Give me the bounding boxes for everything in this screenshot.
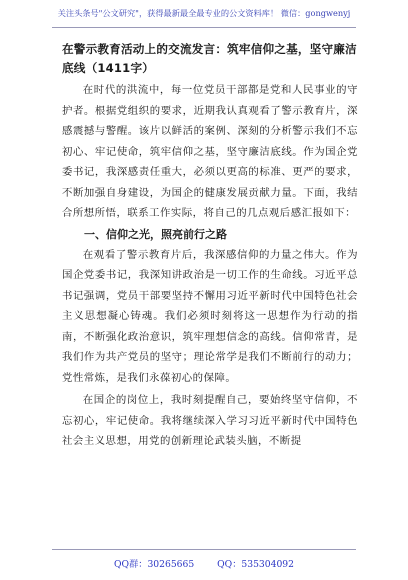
intro-paragraph: 在时代的洪流中，每一位党员干部都是党和人民事业的守护者。根据党组织的要求，近期我认真观看了警示教育片，深感震撼与警醒。该片以鲜活的案例、深刻的分析警示我们不忘初心、牢记使命，筑牢信仰之基，坚守廉洁底线。作为国企党委书记，我深感责任重大，必须以更高的标准、更严的要求，不断加强自身建设，为国企的健康发展贡献力量。下面，我结合所想所悟，联系工作实际，将自己的几点观后感汇报如下：	[62, 84, 358, 219]
document-body	[62, 40, 358, 452]
section-heading: 一、信仰之光，照亮前行之路	[84, 227, 227, 241]
page-footer	[0, 556, 408, 570]
header-divider	[52, 27, 356, 28]
qq-group-number: QQ群：30265665	[114, 559, 195, 570]
page-header-text: 关注头条号"公文研究"，获得最新最全最专业的公文资料库！ 微信：gongwenyj	[57, 8, 351, 18]
body-paragraph: 在国企的岗位上，我时刻提醒自己，要始终坚守信仰，不忘初心，牢记使命。我将继续深入学习习近平新时代中国特色社会主义思想，用党的创新理论武装头脑，不断提	[62, 394, 358, 447]
body-paragraph: 在观看了警示教育片后，我深感信仰的力量之伟大。作为国企党委书记，我深知讲政治是一切工作的生命线。习近平总书记强调，党员干部要坚持不懈用习近平新时代中国特色社会主义思想凝心铸魂。我们必须时刻将这一思想作为行动的指南，不断强化政治意识，筑牢理想信念的高线。信仰常青，是我们作为共产党员的坚守；理论常学是我们不断前行的动力；党性常炼，是我们永葆初心的保障。	[62, 248, 358, 384]
document-title: 在警示教育活动上的交流发言：筑牢信仰之基，坚守廉洁底线（1411字）	[62, 42, 357, 75]
footer-divider	[52, 549, 356, 550]
qq-number: QQ：535304092	[217, 559, 294, 570]
